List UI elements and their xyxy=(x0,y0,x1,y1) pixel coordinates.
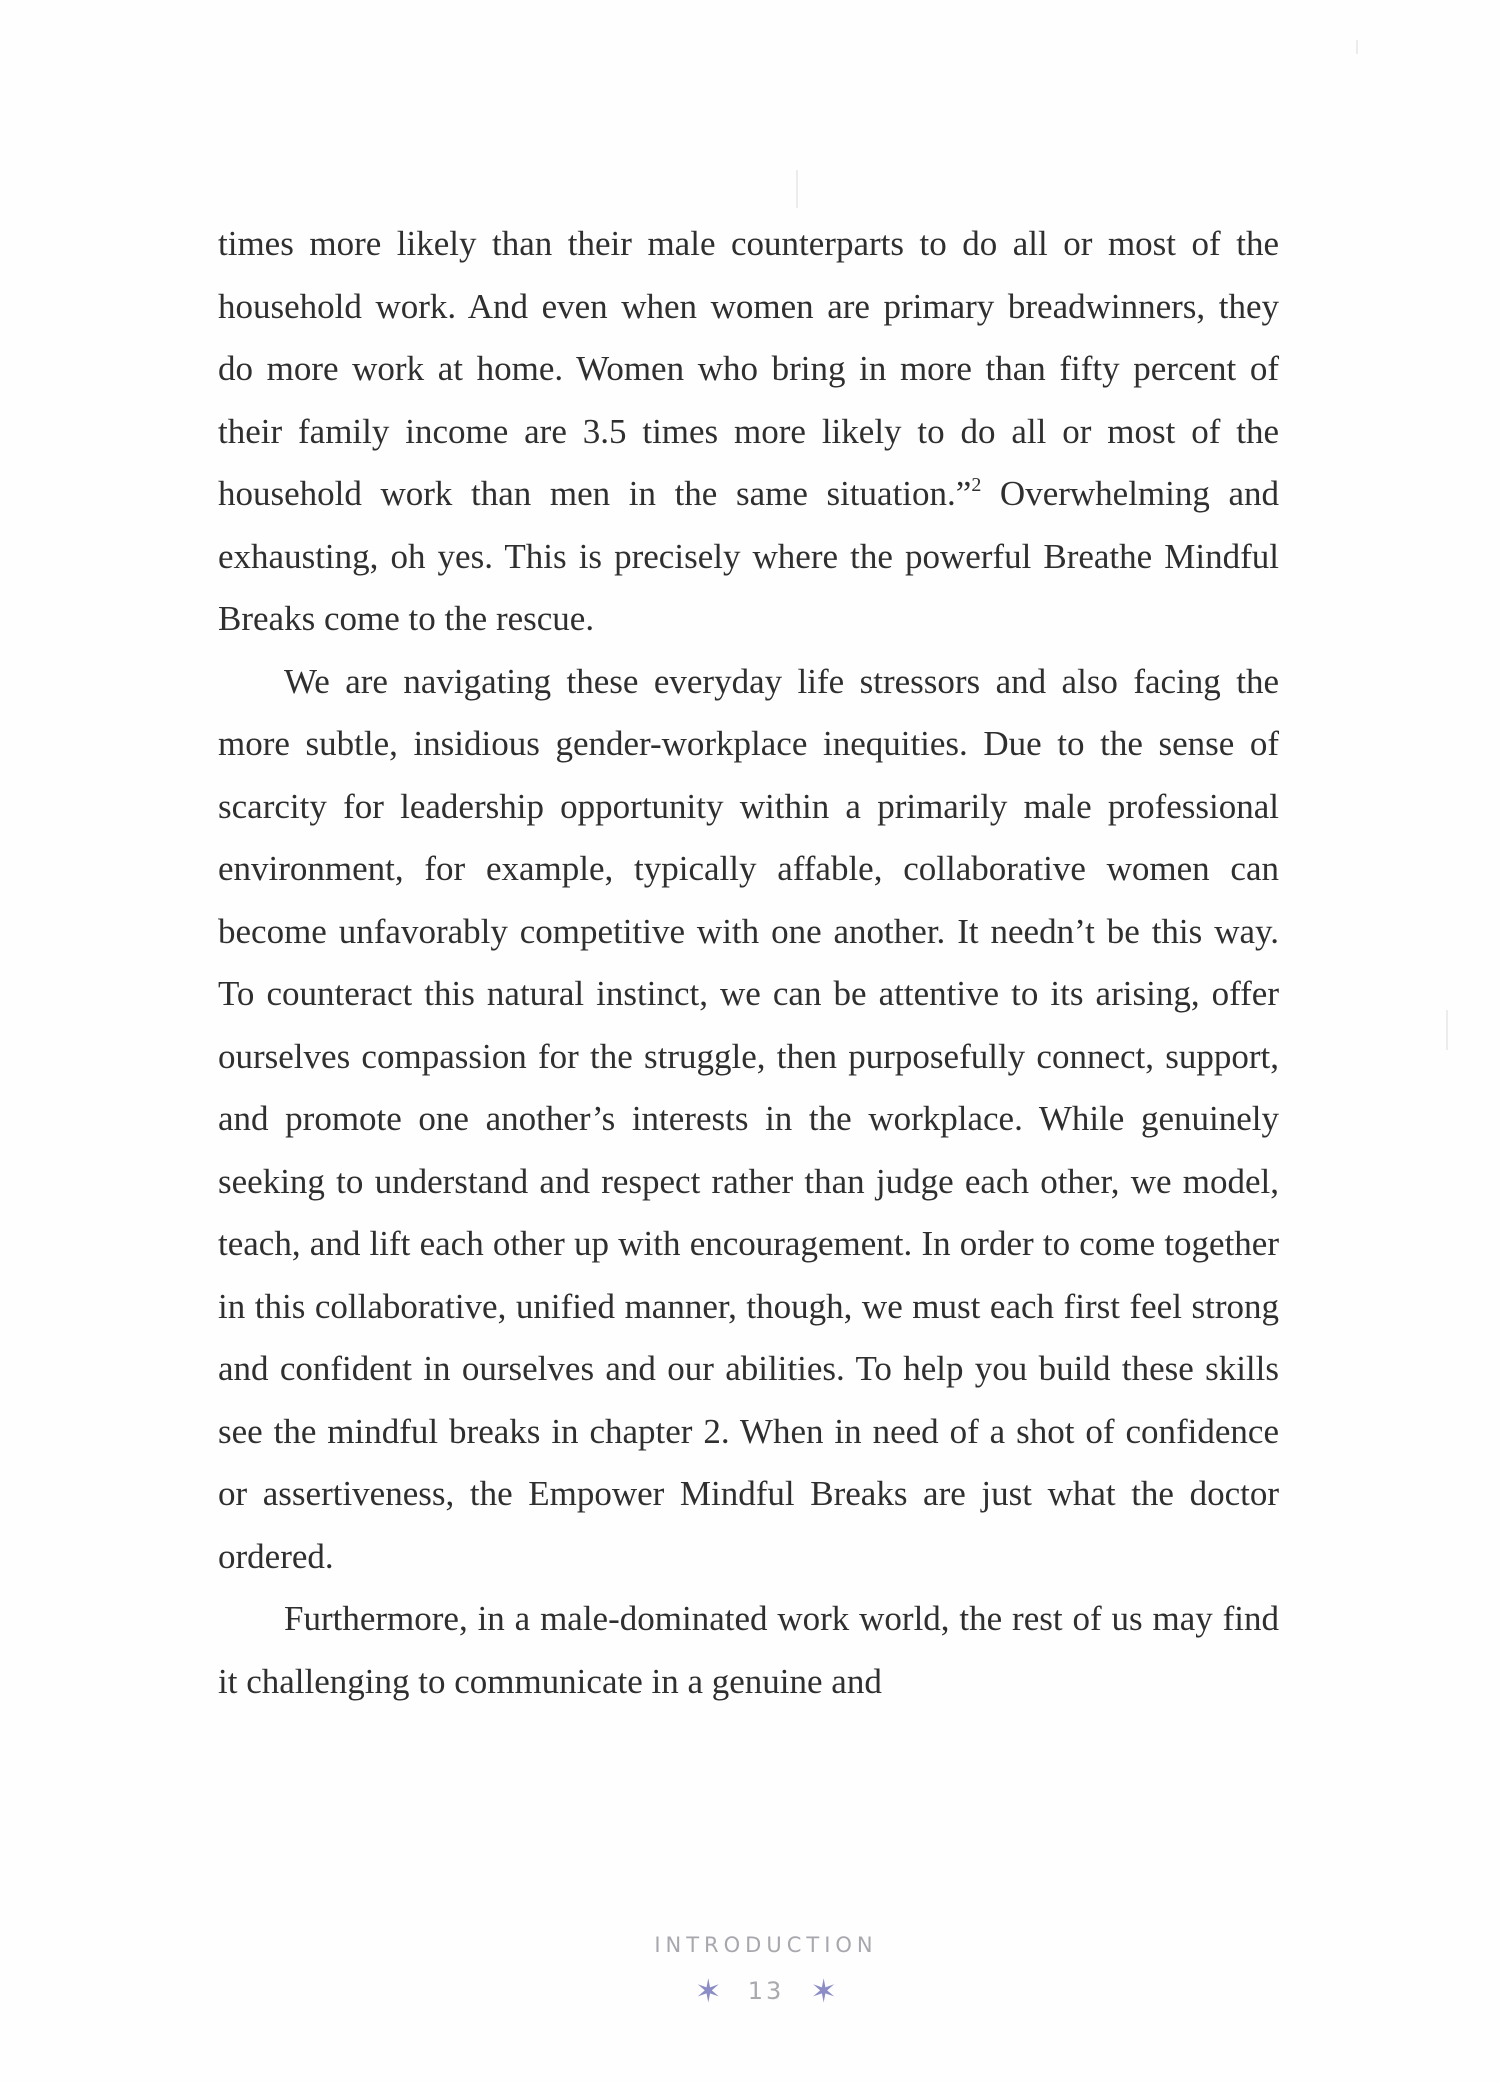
scan-speck xyxy=(796,170,798,208)
star-ornament-icon: ✶ xyxy=(694,1972,722,2010)
scan-speck xyxy=(1356,40,1358,54)
scan-speck xyxy=(1446,1010,1448,1050)
footnote-marker[interactable]: 2 xyxy=(971,474,982,496)
paragraph-text: times more likely than their male counterparts to do all or most of the household work. And even when women are primary breadwinners, they do more work at home. Women who bring in more than fifty percent of their family income are 3.5 times more likely to do all or most of the household work than men in the same situation.” xyxy=(218,224,1279,513)
paragraph: Furthermore, in a male-dominated work world, the rest of us may find it challenging to communicate in a genuine and xyxy=(218,1599,1279,1701)
paragraph xyxy=(218,213,1279,651)
star-ornament-icon: ✶ xyxy=(810,1972,838,2010)
body-text xyxy=(218,213,1279,1713)
paragraph: We are navigating these everyday life stressors and also facing the more subtle, insidious gender-workplace inequities. Due to the sense of scarcity for leadership opportunity within a primarily male professional environment, for example, typically affable, collaborative women can become unfavorably competitive with one another. It needn’t be this way. To counteract this natural instinct, we can be attentive to its arising, offer ourselves compassion for the struggle, then purposefully connect, support, and promote one another’s interests in the workplace. While genuinely seeking to understand and respect rather than judge each other, we model, teach, and lift each other up with encouragement. In order to come together in this collaborative, unified manner, though, we must each first feel strong and confident in ourselves and our abilities. To help you build these skills see the mindful breaks in chapter 2. When in need of a shot of confidence or assertiveness, the Empower Mindful Breaks are just what the doctor ordered. xyxy=(218,661,1279,1576)
page-number: 13 xyxy=(747,1977,785,2005)
section-running-footer: INTRODUCTION xyxy=(654,1933,878,1957)
paragraph-text-continued: Overwhelming and exhausting, oh yes. This is precisely where the powerful Breathe Mindful Breaks come to the rescue. xyxy=(218,474,1280,638)
page-number-footer xyxy=(0,1972,1500,2010)
